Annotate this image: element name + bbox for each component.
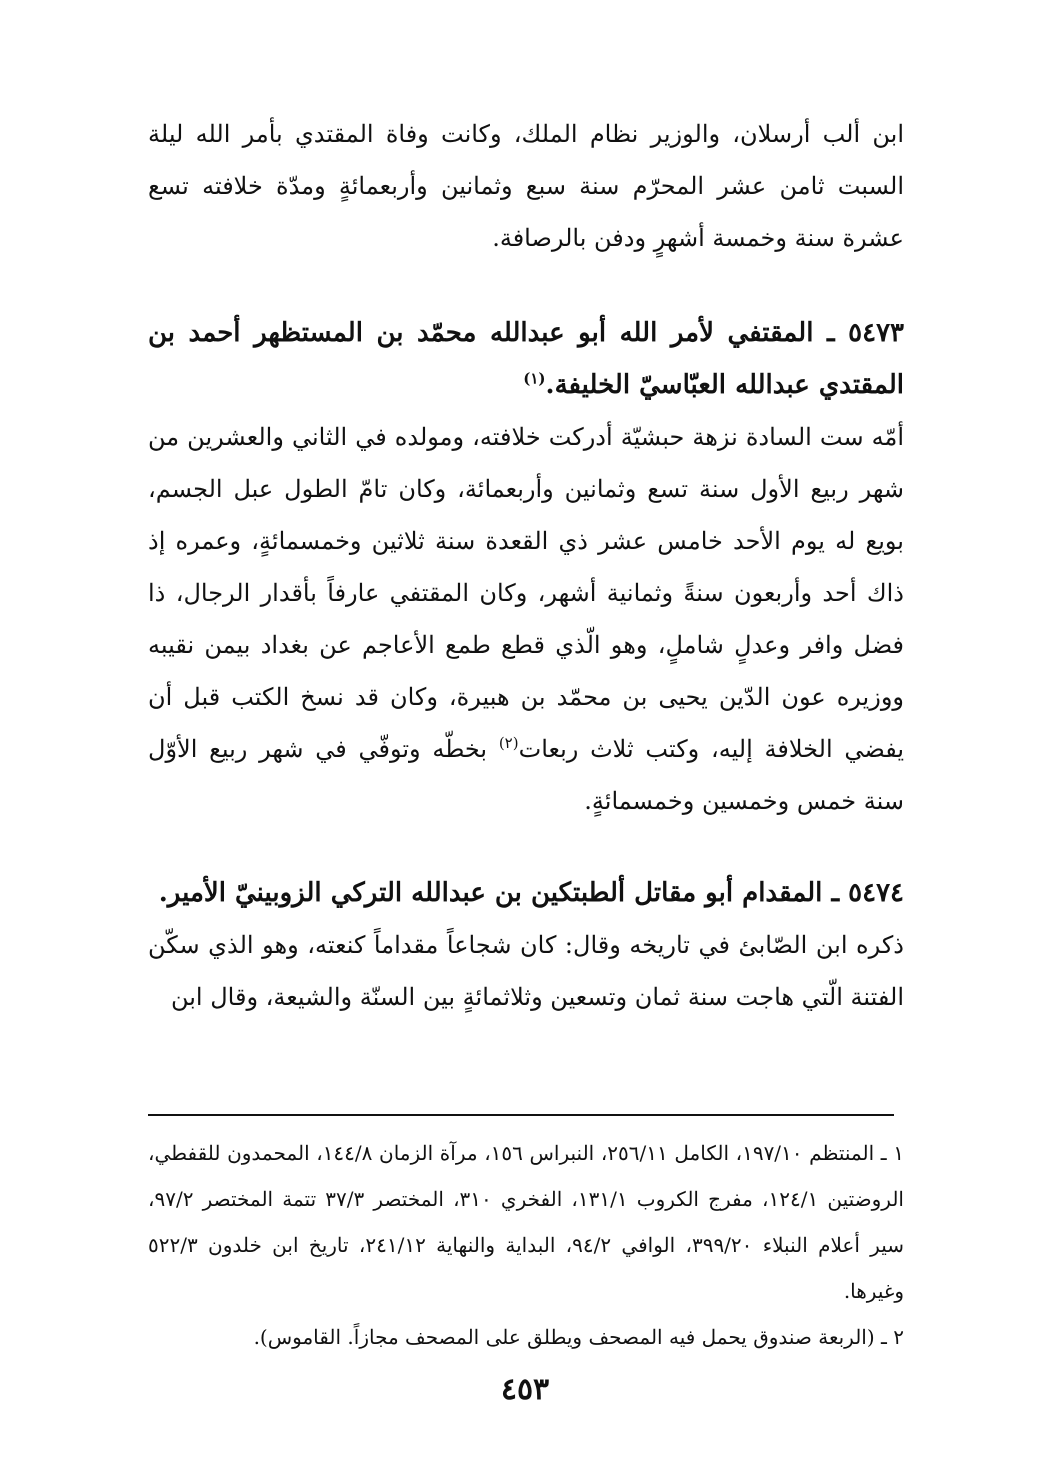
footnote-ref-1[interactable]: (١) [523,369,546,388]
entry-5474-body: ذكره ابن الصّابئ في تاريخه وقال: كان شجاعاً مقداماً كنعته، وهو الذي سكّن الفتنة الّتي هاجت سنة ثمان وتسعين وثلاثمائةٍ بين السنّة والشيعة، وقال ابن [148,931,904,1011]
continuation-paragraph: ابن ألب أرسلان، والوزير نظام الملك، وكانت وفاة المقتدي بأمر الله ليلة السبت ثامن عشر المحرّم سنة سبع وثمانين وأربعمائةٍ ومدّة خلافته تسع عشرة سنة وخمسة أشهرٍ ودفن بالرصافة. [148,120,904,252]
footnote-divider [148,1114,894,1116]
footnote-ref-2[interactable]: (٢) [498,734,519,752]
entry-5473-body-tail: بخطّه وتوفّي في شهر ربيع الأوّل سنة خمس وخمسين وخمسمائةٍ. [148,735,904,815]
entry-5473-body [148,411,904,827]
entry-5473-heading [148,307,904,411]
footnote-1: ١ ـ المنتظم ١٩٧/١٠، الكامل ٢٥٦/١١، النبراس ١٥٦، مرآة الزمان ١٤٤/٨، المحمدون للقفطي، الروضتين ١٢٤/١، مفرج الكروب ١٣١/١، الفخري ٣١٠، المختصر ٣٧/٣ تتمة المختصر ٩٧/٢، سير أعلام النبلاء ٣٩٩/٢٠، الوافي ٩٤/٢، البداية والنهاية ٢٤١/١٢، تاريخ ابن خلدون ٥٢٢/٣ وغيرها. [148,1141,904,1303]
entry-5473-heading-text: ٥٤٧٣ ـ المقتفي لأمر الله أبو عبدالله محمّد بن المستظهر أحمد بن المقتدي عبدالله العبّاسيّ الخليفة. [148,318,904,400]
entry-5474-heading: ٥٤٧٤ ـ المقدام أبو مقاتل ألطبتكين بن عبدالله التركي الزوبينيّ الأمير. [158,878,904,908]
spacer [148,827,904,867]
footnote-2: ٢ ـ (الربعة صندوق يحمل فيه المصحف ويطلق على المصحف مجازاً. القاموس). [253,1325,904,1349]
entry-5473-body-text: أمّه ست السادة نزهة حبشيّة أدركت خلافته، ومولده في الثاني والعشرين من شهر ربيع الأول سنة تسع وثمانين وأربعمائة، وكان تامّ الطول عبل الجسم، بويع له يوم الأحد خامس عشر ذي القعدة سنة ثلاثين وخمسمائةٍ، وعمره إذ ذاك أحد وأربعون سنةً وثمانية أشهر، وكان المقتفي عارفاً بأقدار الرجال، ذا فضل وافر وعدلٍ شاملٍ، وهو الّذي قطع طمع الأعاجم عن بغداد بيمن نقيبه ووزيره عون الدّين يحيى بن محمّد بن هبيرة، وكان قد نسخ الكتب قبل أن يفضي الخلافة إليه، وكتب ثلاث ربعات [148,423,905,763]
main-text [148,108,904,1023]
footnotes [148,1130,904,1360]
page-number: ٤٥٣ [500,1372,550,1407]
spacer [148,264,904,307]
